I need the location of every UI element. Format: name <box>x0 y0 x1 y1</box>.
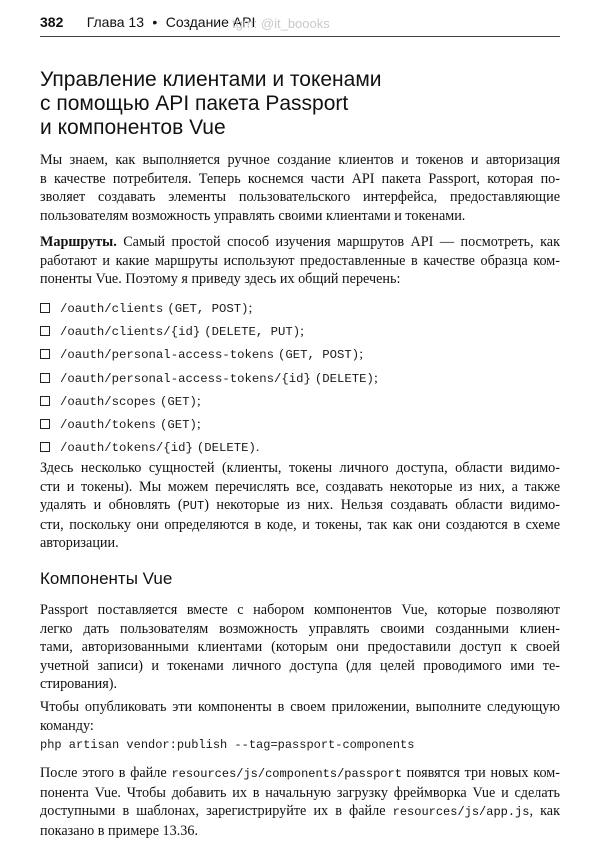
inline-code: resources/js/app.js <box>392 805 530 819</box>
text-line: Мы знаем, как выполняется ручное создание клиентов и токенов и авторизация <box>40 152 560 168</box>
header-bullet: • <box>152 14 158 30</box>
section-title-line: Управление клиентами и токенами <box>40 68 382 91</box>
route-list <box>40 296 560 458</box>
intro-paragraph <box>40 151 560 225</box>
section-label: Создание API <box>165 14 256 30</box>
list-item <box>40 366 560 389</box>
routes-line-rest: Самый простой способ изучения маршрутов API — посмотреть, как <box>116 234 560 250</box>
text-line: сти и токены). Мы можем перечислять все, создавать некоторые из них, а также <box>40 478 560 495</box>
text-fragment: , как <box>529 803 560 819</box>
list-item <box>40 412 560 435</box>
route-punct: ; <box>248 301 253 316</box>
text-line: стирования). <box>40 676 118 692</box>
section-title <box>40 68 560 140</box>
text-line: тами, авторизованными клиентами (которым они предоставили доступ к своей <box>40 639 560 655</box>
text-line: работают и какие маршруты используют предоставленные в качестве образца ком- <box>40 252 560 269</box>
routes-label: Маршруты. <box>40 234 117 250</box>
route-methods: (DELETE) <box>196 441 256 456</box>
checkbox-icon <box>40 349 50 359</box>
list-item <box>40 319 560 342</box>
inline-code: resources/js/components/passport <box>171 767 402 781</box>
text-line: пользователям возможность управлять своими клиентами и токенами. <box>40 207 466 224</box>
section-title-line: и компонентов Vue <box>40 116 226 139</box>
text-line <box>40 802 560 822</box>
checkbox-icon <box>40 303 50 313</box>
text-fragment: доступными в шаблонах, зарегистрируйте их в файле <box>40 803 393 819</box>
route-path: /oauth/tokens <box>60 417 156 432</box>
text-line: Чтобы опубликовать эти компоненты в своем приложении, выполните следующую <box>40 699 560 715</box>
route-punct: . <box>255 440 260 456</box>
route-punct: ; <box>196 416 201 432</box>
route-punct: ; <box>359 347 364 363</box>
route-punct: ; <box>300 324 305 340</box>
text-line: легко дать пользователям возможность управлять своими созданными клиен- <box>40 620 560 637</box>
text-line: учетной записи) и токенами личного доступа (для целей проводимого ими те- <box>40 657 560 674</box>
route-methods: (GET) <box>159 394 197 409</box>
route-path: /oauth/personal-access-tokens <box>60 348 275 363</box>
text-line <box>40 233 560 252</box>
text-line <box>40 496 560 516</box>
command-code-block: php artisan vendor:publish --tag=passport-components <box>40 738 415 752</box>
text-line: поненты Vue. Поэтому я приведу здесь их общий перечень: <box>40 271 401 287</box>
routes-paragraph <box>40 233 560 289</box>
text-line: сти, поскольку они определяются в коде, и токены, так как они создаются в схеме <box>40 516 560 533</box>
text-fragment: После этого в файле <box>40 765 172 781</box>
entities-paragraph <box>40 459 560 553</box>
components-paragraph <box>40 601 560 694</box>
text-line: Здесь несколько сущностей (клиенты, токены личного доступа, области видимо- <box>40 460 560 476</box>
text-fragment: ) некоторые из них. Нельзя создавать области видимо- <box>204 497 560 513</box>
route-path: /oauth/tokens/{id} <box>60 441 193 456</box>
text-line: зволяет создавать элементы пользовательского интерфейса, предоставляющие <box>40 189 560 205</box>
checkbox-icon <box>40 419 50 429</box>
route-methods: (GET, POST) <box>278 348 360 363</box>
route-methods: (DELETE, PUT) <box>204 325 301 340</box>
text-line: команду: <box>40 717 94 734</box>
checkbox-icon <box>40 373 50 383</box>
text-line <box>40 764 560 784</box>
text-fragment: удалять и обновлять ( <box>40 497 183 513</box>
route-path: /oauth/clients <box>60 302 164 316</box>
chapter-label: Глава 13 <box>86 14 144 30</box>
text-line: Passport поставляется вместе с набором компонентов Vue, которые позволяют <box>40 602 560 618</box>
header-divider <box>40 36 560 37</box>
list-item <box>40 389 560 412</box>
checkbox-icon <box>40 396 50 406</box>
checkbox-icon <box>40 442 50 452</box>
text-line: авторизации. <box>40 535 119 551</box>
route-path: /oauth/scopes <box>60 394 156 409</box>
section-title-line: с помощью API пакета Passport <box>40 92 349 115</box>
publish-paragraph <box>40 698 560 735</box>
checkbox-icon <box>40 326 50 336</box>
route-path: /oauth/personal-access-tokens/{id} <box>60 371 311 386</box>
subsection-title: Компоненты Vue <box>40 569 173 588</box>
route-punct: ; <box>373 370 378 386</box>
page-number: 382 <box>40 14 64 30</box>
text-line: понента Vue. Чтобы добавить их в начальную загрузку фреймворка Vue и сделать <box>40 784 560 801</box>
watermark: tgm: @it_boooks <box>232 16 330 31</box>
text-line: показано в примере 13.36. <box>40 822 199 839</box>
text-fragment: появятся три новых ком- <box>401 765 560 781</box>
inline-code: PUT <box>182 499 205 513</box>
route-methods: (DELETE) <box>314 371 374 386</box>
list-item <box>40 435 560 458</box>
route-methods: (GET) <box>159 417 197 432</box>
list-item <box>40 342 560 365</box>
text-line: в качестве потребителя. Теперь коснемся части API пакета Passport, которая по- <box>40 170 560 187</box>
route-punct: ; <box>196 393 201 409</box>
route-path: /oauth/clients/{id} <box>60 325 201 340</box>
list-item <box>40 296 560 319</box>
route-methods: (GET, POST) <box>167 302 249 316</box>
after-paragraph <box>40 764 560 840</box>
